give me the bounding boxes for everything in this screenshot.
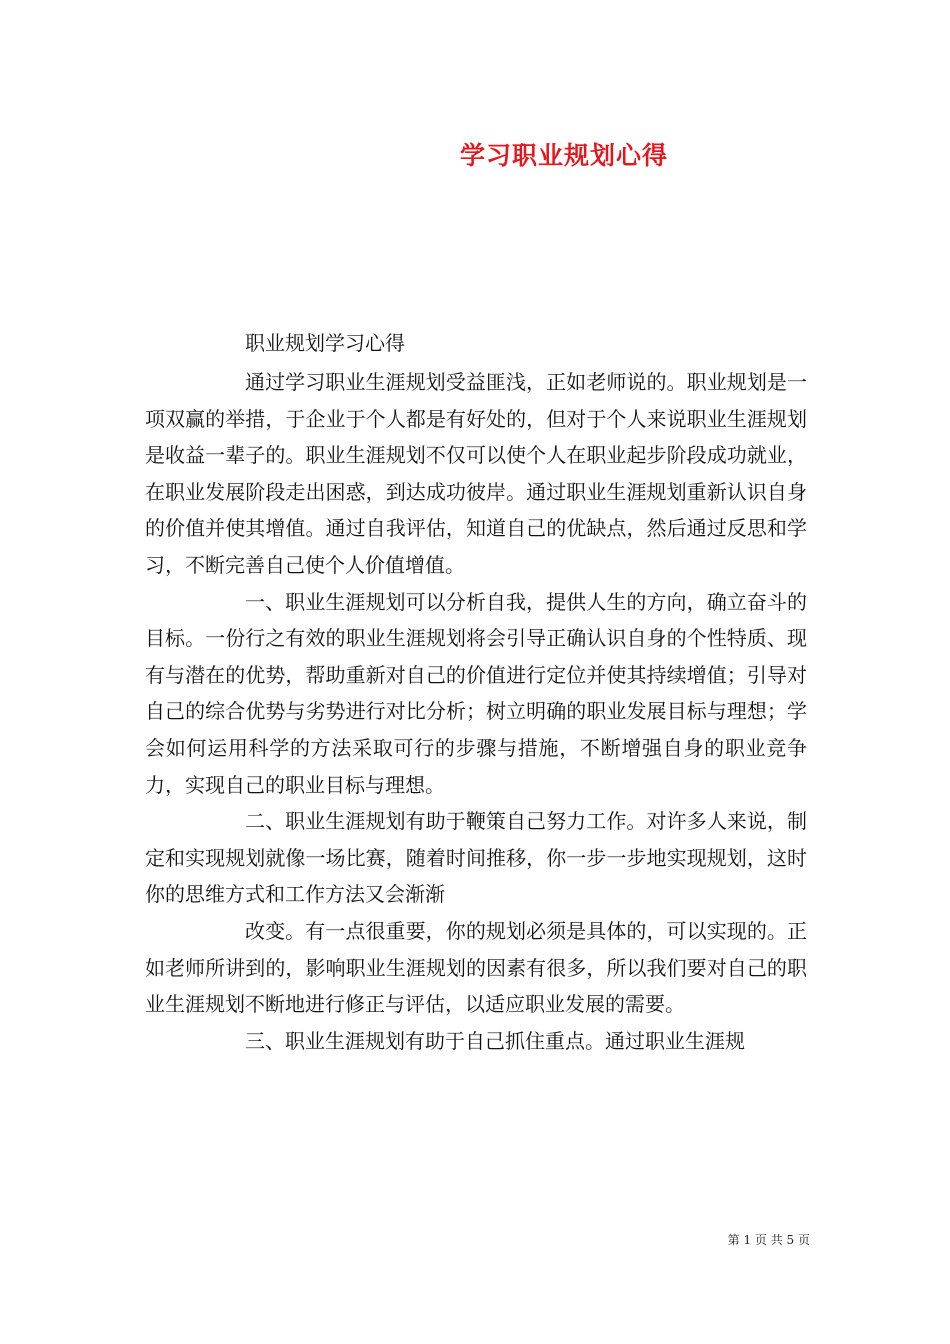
document-title: 学习职业规划心得 [460, 141, 669, 170]
document-body [145, 364, 807, 1059]
body-paragraph-1: 通过学习职业生涯规划受益匪浅，正如老师说的。职业规划是一项双赢的举措，于企业于个人都是有好处的，但对于个人来说职业生涯规划是收益一辈子的。职业生涯规划不仅可以使个人在职业起步阶段成功就业，在职业发展阶段走出困惑，到达成功彼岸。通过职业生涯规划重新认识自身的价值并使其增值。通过自我评估，知道自己的优缺点，然后通过反思和学习，不断完善自己使个人价值增值。 [145, 370, 807, 577]
page-number-footer: 第 1 页 共 5 页 [727, 1233, 810, 1247]
body-paragraph-2: 一、职业生涯规划可以分析自我，提供人生的方向，确立奋斗的目标。一份行之有效的职业生涯规划将会引导正确认识自身的个性特质、现有与潜在的优势，帮助重新对自己的价值进行定位并使其持续增值；引导对自己的综合优势与劣势进行对比分析；树立明确的职业发展目标与理想；学会如何运用科学的方法采取可行的步骤与措施，不断增强自身的职业竞争力，实现自己的职业目标与理想。 [145, 589, 807, 797]
body-paragraph-3: 二、职业生涯规划有助于鞭策自己努力工作。对许多人来说，制定和实现规划就像一场比赛，随着时间推移，你一步一步地实现规划，这时你的思维方式和工作方法又会渐渐 [145, 809, 807, 907]
body-paragraph-4: 改变。有一点很重要，你的规划必须是具体的，可以实现的。正如老师所讲到的，影响职业生涯规划的因素有很多，所以我们要对自己的职业生涯规划不断地进行修正与评估，以适应职业发展的需要。 [145, 918, 807, 1017]
document-subtitle: 职业规划学习心得 [245, 331, 405, 355]
body-paragraph-5: 三、职业生涯规划有助于自己抓住重点。通过职业生涯规 [245, 1028, 745, 1053]
